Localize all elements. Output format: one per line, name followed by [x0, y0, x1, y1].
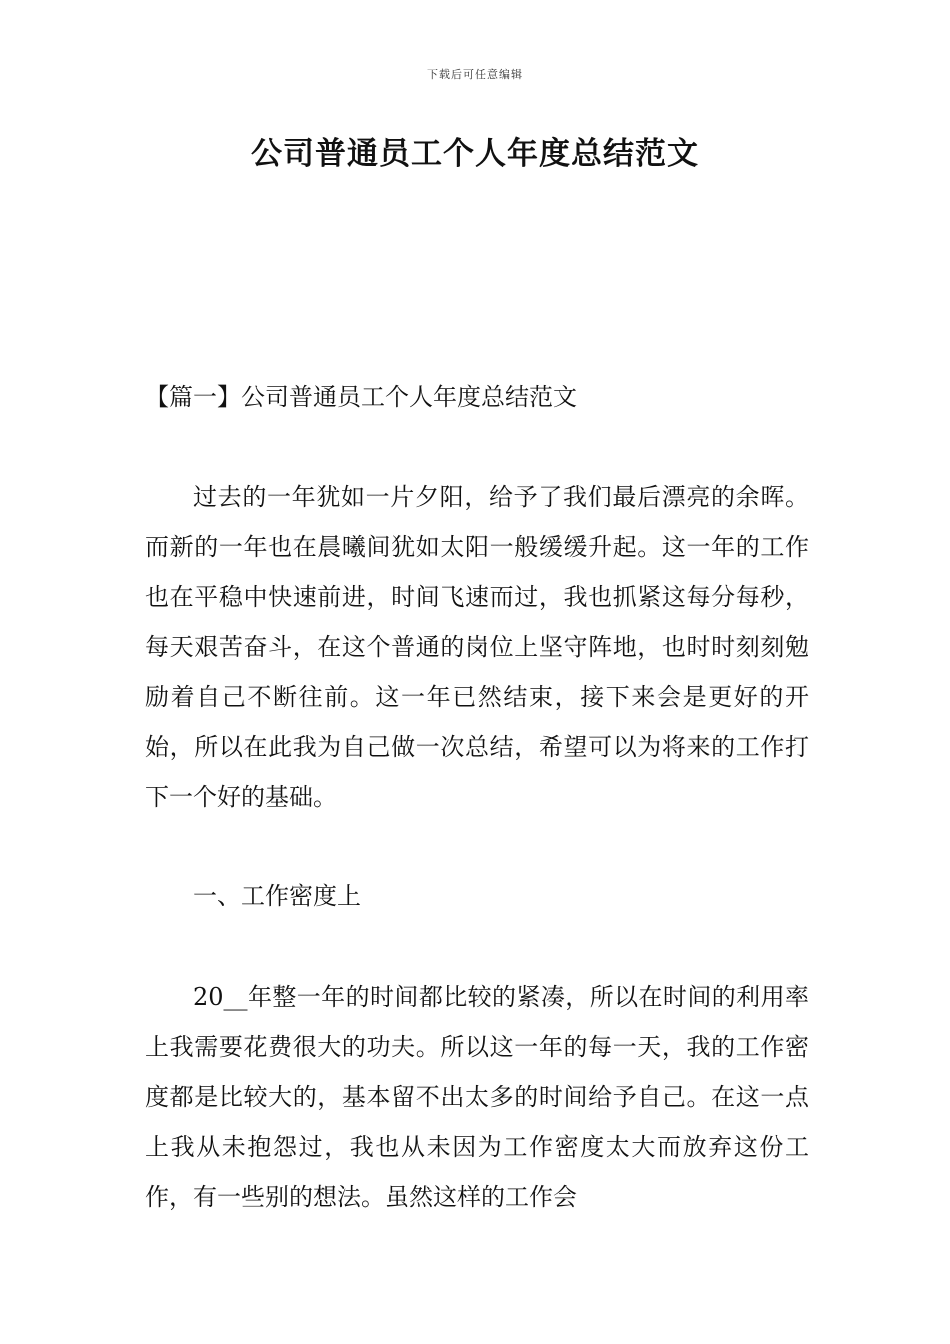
paragraph-work-density: 20__年整一年的时间都比较的紧凑，所以在时间的利用率上我需要花费很大的功夫。所以这一年的每一天，我的工作密度都是比较大的，基本留不出太多的时间给予自己。在这一点上我从未抱怨过，我也从未因为工作密度太大而放弃这份工作，有一些别的想法。虽然这样的工作会 [145, 983, 809, 1211]
paragraph-intro: 过去的一年犹如一片夕阳，给予了我们最后漂亮的余晖。而新的一年也在晨曦间犹如太阳一般缓缓升起。这一年的工作也在平稳中快速前进，时间飞速而过，我也抓紧这每分每秒，每天艰苦奋斗，在这个普通的岗位上坚守阵地，也时时刻刻勉励着自己不断往前。这一年已然结束，接下来会是更好的开始，所以在此我为自己做一次总结，希望可以为将来的工作打下一个好的基础。 [145, 483, 809, 811]
document-title: 公司普通员工个人年度总结范文 [251, 136, 699, 172]
header-note: 下载后可任意编辑 [427, 68, 523, 81]
subheading-work-density: 一、工作密度上 [193, 882, 361, 910]
section-title: 【篇一】公司普通员工个人年度总结范文 [145, 383, 577, 411]
